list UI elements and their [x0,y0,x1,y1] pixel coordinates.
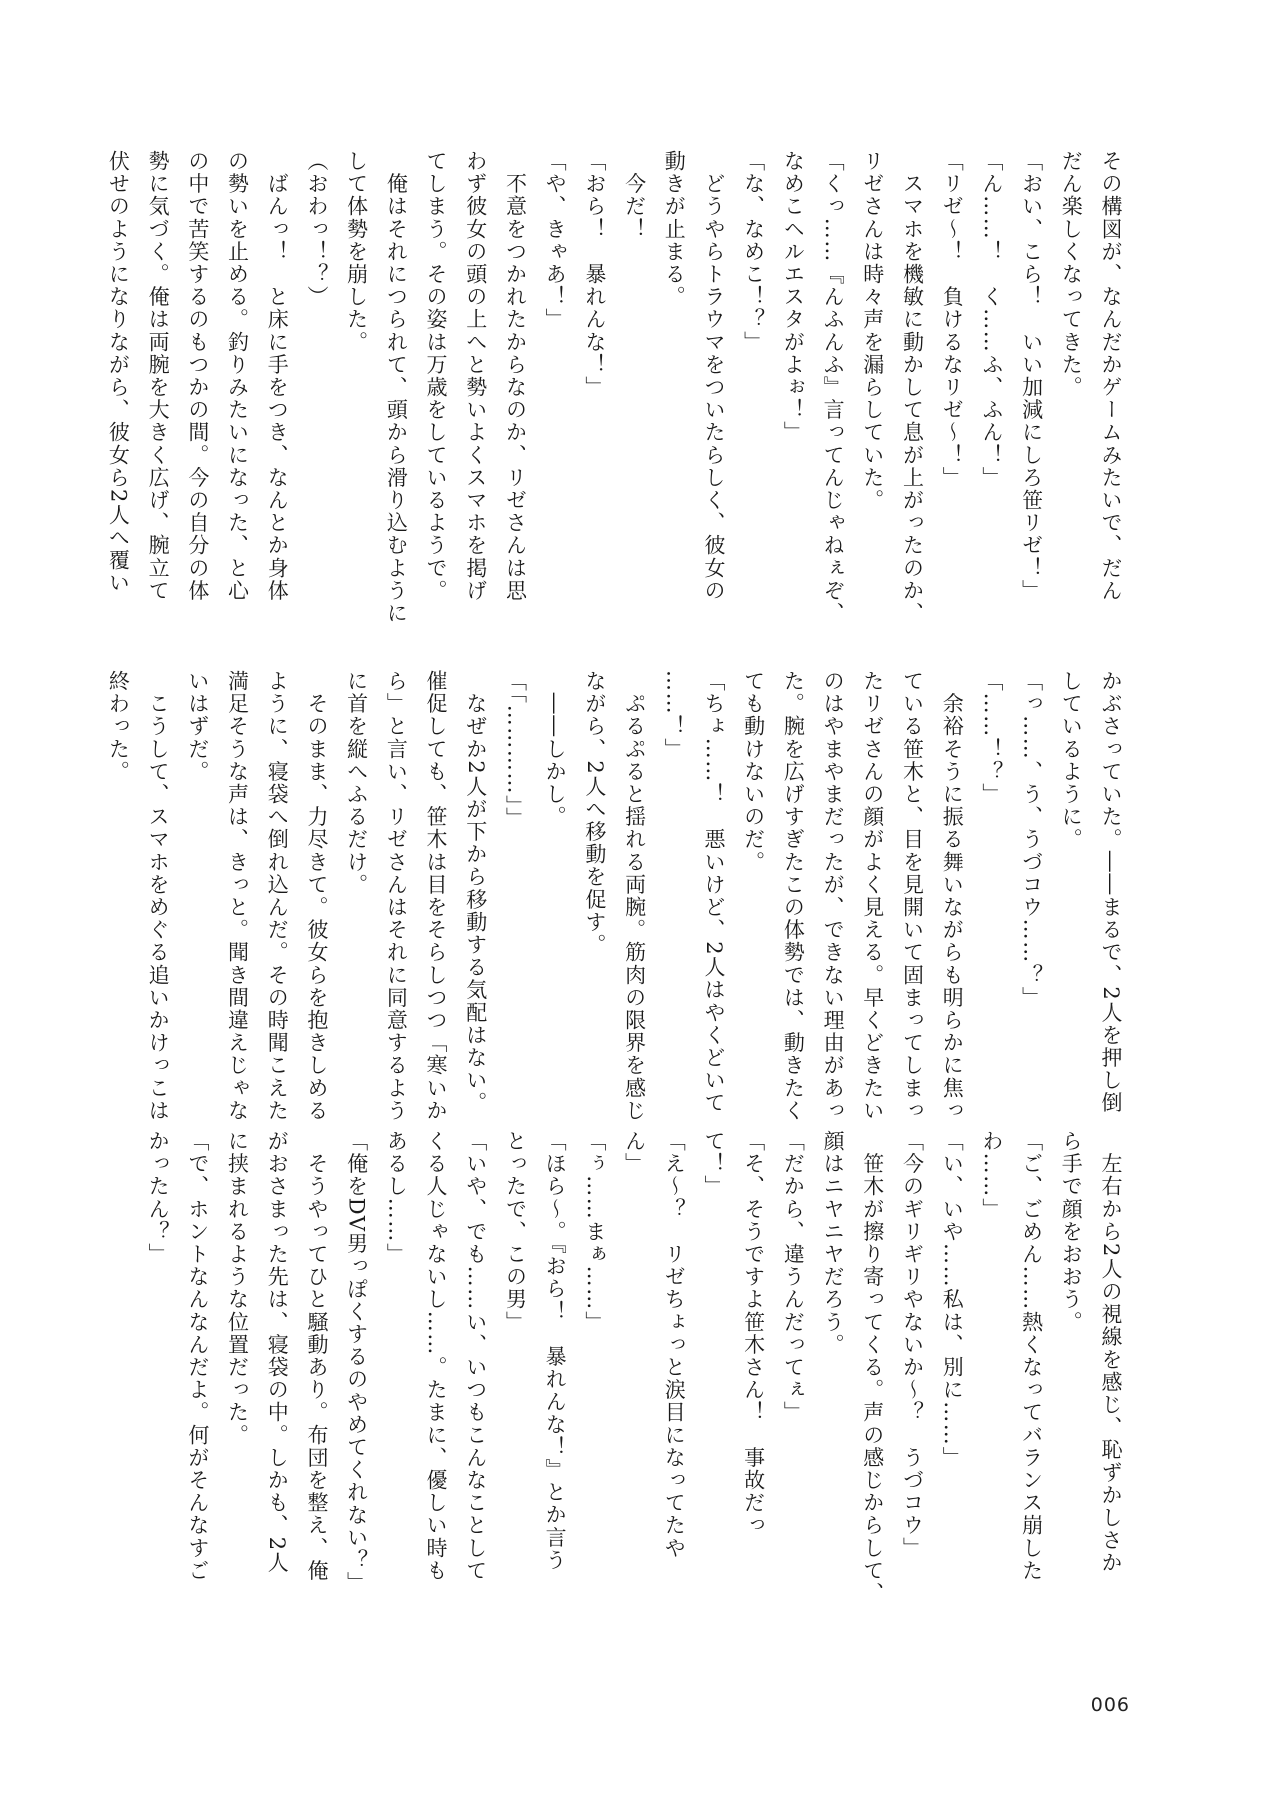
text-line: 顔はニヤニヤだろう。 [821,1130,846,1356]
text-line: その構図が、なんだかゲームみたいで、だん [1099,150,1123,602]
text-line: たリゼさんの顔がよく見える。早くどきたい [860,670,885,1122]
text-line: 「……！？」 [979,670,1004,806]
text-line: そうやってひと騒動あり。布団を整え、俺 [304,1130,329,1582]
text-block-upper [106,150,1130,670]
text-block-middle [106,670,1130,1122]
text-line: 「リゼ〜！ 負けるなリゼ〜！」 [940,150,965,489]
text-line: 満足そうな声は、きっと。聞き間違えじゃな [225,670,250,1122]
text-line: ら手で顔をおおう。 [1059,1130,1084,1334]
text-line: 終わった。 [106,670,131,783]
text-line: ように、寝袋へ倒れ込んだ。その時聞こえた [265,670,290,1122]
text-line: 「俺をDV男っぽくするのやめてくれない？」 [344,1130,369,1595]
text-block-lower [130,1130,1130,1690]
text-line: とったで、この男」 [503,1130,528,1334]
text-line: わず彼女の頭の上へと勢いよくスマホを掲げ [463,150,488,602]
text-line: のはやまやまだったが、できない理由があっ [821,670,846,1122]
text-line: の勢いを止める。釣りみたいになった、と心 [225,150,250,602]
text-line: そのまま、力尽きて。彼女らを抱きしめる [304,670,329,1122]
text-line: 「ほら〜。『おら！ 暴れんな！』とか言う [543,1130,568,1572]
text-line: なぜか2人が下から移動する気配はない。 [463,670,488,1115]
text-line: 「え〜？ リゼちょっと涙目になってたや [662,1130,687,1560]
text-line: 「くっ……『んふんふ』言ってんじゃねぇぞ、 [821,150,846,625]
page-number: 006 [1090,1694,1130,1716]
text-line: して体勢を崩した。 [344,150,369,354]
text-line: かったん？」 [146,1130,171,1266]
text-line: ても動けないのだ。 [741,670,766,874]
text-line: かぶさっていた。――まるで、2人を押し倒 [1099,670,1123,1115]
text-line: ながら、2人へ移動を促す。 [582,670,607,957]
text-line: 「おら！ 暴れんな！」 [582,150,607,399]
text-line: 不意をつかれたからなのか、リゼさんは思 [503,150,528,602]
text-line: 「「…………」」 [503,670,528,830]
text-line: 「っ……、う、うづコウ……？」 [1019,670,1044,1009]
text-line: 伏せのようになりながら、彼女ら2人へ覆い [106,150,131,595]
text-line: ている笹木と、目を見開いて固まってしまっ [900,670,925,1122]
text-line: 「だから、違うんだってぇ」 [781,1130,806,1424]
text-line: 俺はそれにつられて、頭から滑り込むように [384,150,409,625]
text-line: に首を縦へふるだけ。 [344,670,369,896]
text-line: 「な、なめこ！？」 [741,150,766,354]
text-line: 今だ！ [622,150,647,241]
text-line: リゼさんは時々声を漏らしていた。 [860,150,885,512]
text-line: 「そ、そうですよ笹木さん！ 事故だっ [741,1130,766,1537]
text-line: ――しかし。 [543,670,568,829]
text-line: 動きが止まる。 [662,150,687,309]
text-line: あるし……」 [384,1130,409,1266]
text-line: て！」 [701,1130,726,1198]
text-line: 左右から2人の視線を感じ、恥ずかしさか [1099,1130,1123,1575]
text-line: 「ご、ごめん……熱くなってバランス崩した [1019,1130,1044,1582]
text-line: くる人じゃないし……。たまに、優しい時も [424,1130,449,1582]
text-line: の中で苦笑するのもつかの間。今の自分の体 [185,150,210,602]
text-line: ら」と言い、リゼさんはそれに同意するよう [384,670,409,1122]
text-line: ん」 [622,1130,647,1176]
text-line: 笹木が擦り寄ってくる。声の感じからして、 [860,1130,885,1605]
text-line: 余裕そうに振る舞いながらも明らかに焦っ [940,670,965,1122]
text-line: ……！」 [662,670,687,761]
text-line: だん楽しくなってきた。 [1059,150,1084,399]
text-line: がおさまった先は、寝袋の中。しかも、2人 [265,1130,290,1575]
text-line: 「おい、こら！ いい加減にしろ笹リゼ！」 [1019,150,1044,602]
text-line: 「ちょ……！ 悪いけど、2人はやくどいて [701,670,726,1115]
text-line: 「いや、でも……い、いつもこんなことして [463,1130,488,1582]
text-line: なめこヘルエスタがよぉ！」 [781,150,806,444]
text-line: しているように。 [1059,670,1084,851]
text-line: 「で、ホントなんなんだよ。何がそんなすご [185,1130,210,1582]
text-line: 催促しても、笹木は目をそらしつつ「寒いか [424,670,449,1122]
text-line: ばんっ！ と床に手をつき、なんとか身体 [265,150,290,602]
text-line: 「ん……！ く……ふ、ふん！」 [979,150,1004,489]
text-line: どうやらトラウマをついたらしく、彼女の [701,150,726,602]
text-line: 勢に気づく。俺は両腕を大きく広げ、腕立て [146,150,171,602]
text-line: ぷるぷると揺れる両腕。筋肉の限界を感じ [622,670,647,1122]
text-line: 「や、きゃあ！」 [543,150,568,331]
text-line: こうして、スマホをめぐる追いかけっこは [146,670,171,1122]
text-line: た。腕を広げすぎたこの体勢では、動きたく [781,670,806,1122]
text-line: いはずだ。 [185,670,210,783]
text-line: 「ぅ……まぁ……」 [582,1130,607,1334]
text-line: スマホを機敏に動かして息が上がったのか、 [900,150,925,625]
text-line: 「い、いや……私は、別に……」 [940,1130,965,1469]
text-line: に挟まれるような位置だった。 [225,1130,250,1447]
text-line: （おわっ！？） [304,150,329,309]
text-line: てしまう。その姿は万歳をしているようで。 [424,150,449,602]
text-line: 「今のギリギリやないか〜？ うづコウ」 [900,1130,925,1560]
text-line: わ……」 [979,1130,1004,1221]
